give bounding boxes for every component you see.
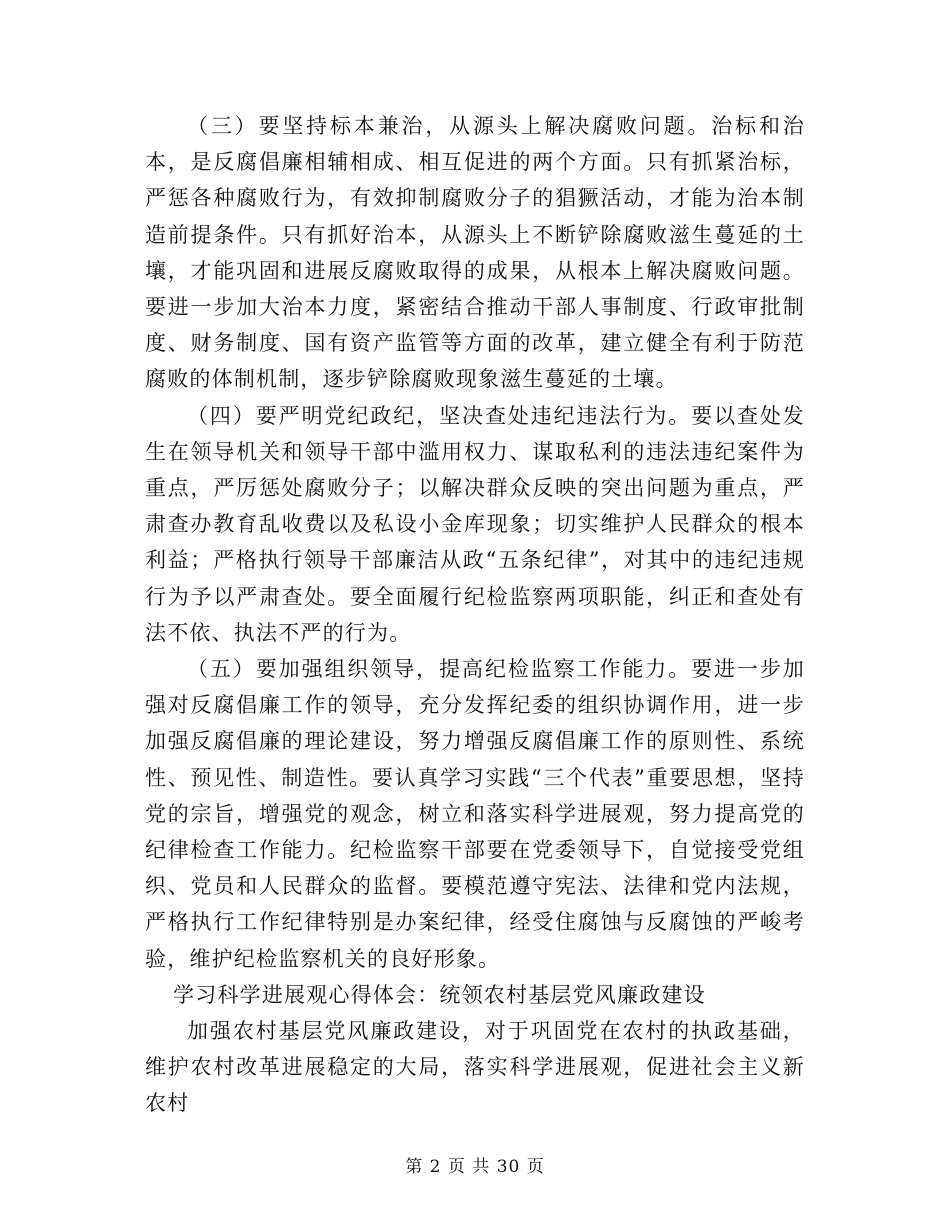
page-number-label: 第 2 页 共 30 页 (405, 1157, 545, 1177)
paragraph-five: （五）要加强组织领导，提高纪检监察工作能力。要进一步加强对反腐倡廉工作的领导，充分发挥纪委的组织协调作用，进一步加强反腐倡廉的理论建设，努力增强反腐倡廉工作的原则性、系统性、预见性、制造性。要认真学习实践“三个代表”重要思想，坚持党的宗旨，增强党的观念，树立和落实科学进展观，努力提高党的纪律检查工作能力。纪检监察干部要在党委领导下，自觉接受党组织、党员和人民群众的监督。要模范遵守宪法、法律和党内法规，严格执行工作纪律特别是办案纪律，经受住腐蚀与反腐蚀的严峻考验，维护纪检监察机关的良好形象。 (145, 657, 805, 971)
paragraph-four: （四）要严明党纪政纪，坚决查处违纪违法行为。要以查处发生在领导机关和领导干部中滥用权力、谋取私利的违法违纪案件为重点，严厉惩处腐败分子；以解决群众反映的突出问题为重点，严肃查办教育乱收费以及私设小金库现象；切实维护人民群众的根本利益；严格执行领导干部廉洁从政“五条纪律”，对其中的违纪违规行为予以严肃查处。要全面履行纪检监察两项职能，纠正和查处有法不依、执法不严的行为。 (145, 403, 805, 645)
section-heading: 学习科学进展观心得体会：统领农村基层党风廉政建设 (173, 982, 706, 1007)
document-body (145, 108, 805, 1122)
page-footer (0, 1152, 950, 1177)
paragraph-intro: 加强农村基层党风廉政建设，对于巩固党在农村的执政基础，维护农村改革进展稳定的大局，落实科学进展观，促进社会主义新农村 (145, 1019, 805, 1116)
paragraph-three: （三）要坚持标本兼治，从源头上解决腐败问题。治标和治本，是反腐倡廉相辅相成、相互促进的两个方面。只有抓紧治标，严惩各种腐败行为，有效抑制腐败分子的猖獗活动，才能为治本制造前提条件。只有抓好治本，从源头上不断铲除腐败滋生蔓延的土壤，才能巩固和进展反腐败取得的成果，从根本上解决腐败问题。要进一步加大治本力度，紧密结合推动干部人事制度、行政审批制度、财务制度、国有资产监管等方面的改革，建立健全有利于防范腐败的体制机制，逐步铲除腐败现象滋生蔓延的土壤。 (145, 114, 805, 392)
